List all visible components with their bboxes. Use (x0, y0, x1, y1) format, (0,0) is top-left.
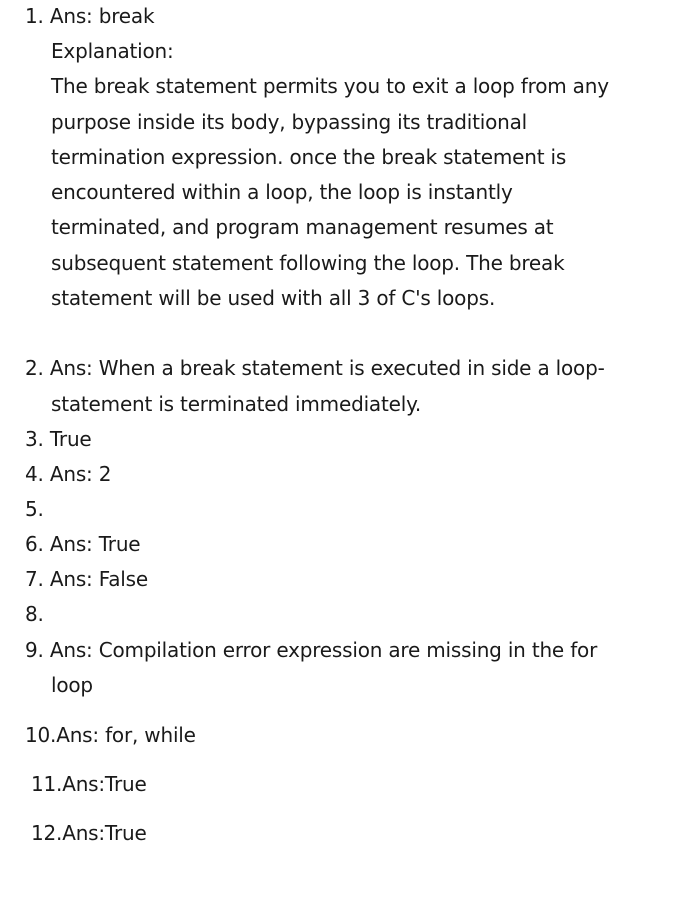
answer-number: 3. (25, 427, 44, 451)
answer-text: Ans:True (62, 821, 147, 845)
answer-number: 2. (25, 356, 44, 380)
answer-text: Ans: for, while (56, 723, 196, 747)
answer-text: Ans: False (49, 567, 148, 591)
answer-8 (25, 601, 44, 627)
explanation-line: encountered within a loop, the loop is instantly (51, 180, 513, 204)
answer-number: 6. (25, 532, 44, 556)
answer-text: Ans: 2 (49, 462, 112, 486)
answer-number: 11. (31, 772, 63, 796)
explanation-line: purpose inside its body, bypassing its traditional (51, 110, 528, 134)
answer-text: Ans:True (62, 772, 147, 796)
answer-text: Ans: break (49, 4, 155, 28)
answer-3 (25, 426, 92, 452)
answer-7 (25, 566, 148, 592)
answer-6 (25, 531, 140, 557)
explanation-line: The break statement permits you to exit a loop from any (51, 74, 609, 98)
answer-2 (25, 355, 605, 381)
answer-number: 9. (25, 638, 44, 662)
answer-text: True (49, 427, 92, 451)
answer-11 (31, 771, 147, 797)
answer-9 (25, 637, 597, 663)
explanation-line: subsequent statement following the loop. The break (51, 251, 565, 275)
explanation-line: termination expression. once the break statement is (51, 145, 567, 169)
answer-text: Ans: True (49, 532, 141, 556)
answer-text-continued: statement is terminated immediately. (51, 392, 422, 416)
answer-5 (25, 496, 44, 522)
answer-text: Ans: When a break statement is executed in side a loop- (49, 356, 605, 380)
answer-number: 12. (31, 821, 63, 845)
explanation-title: Explanation: (51, 39, 174, 63)
answer-4 (25, 461, 111, 487)
answer-1 (25, 3, 154, 29)
explanation-line: terminated, and program management resumes at (51, 215, 554, 239)
answer-number: 5. (25, 497, 44, 521)
answer-12 (31, 820, 147, 846)
answer-number: 4. (25, 462, 44, 486)
answer-number: 10. (25, 723, 57, 747)
answer-text: Ans: Compilation error expression are missing in the for (49, 638, 598, 662)
answer-10 (25, 722, 196, 748)
explanation-line: statement will be used with all 3 of C's loops. (51, 286, 496, 310)
answer-number: 8. (25, 602, 44, 626)
answer-text-continued: loop (51, 673, 93, 697)
answer-number: 1. (25, 4, 44, 28)
answer-number: 7. (25, 567, 44, 591)
